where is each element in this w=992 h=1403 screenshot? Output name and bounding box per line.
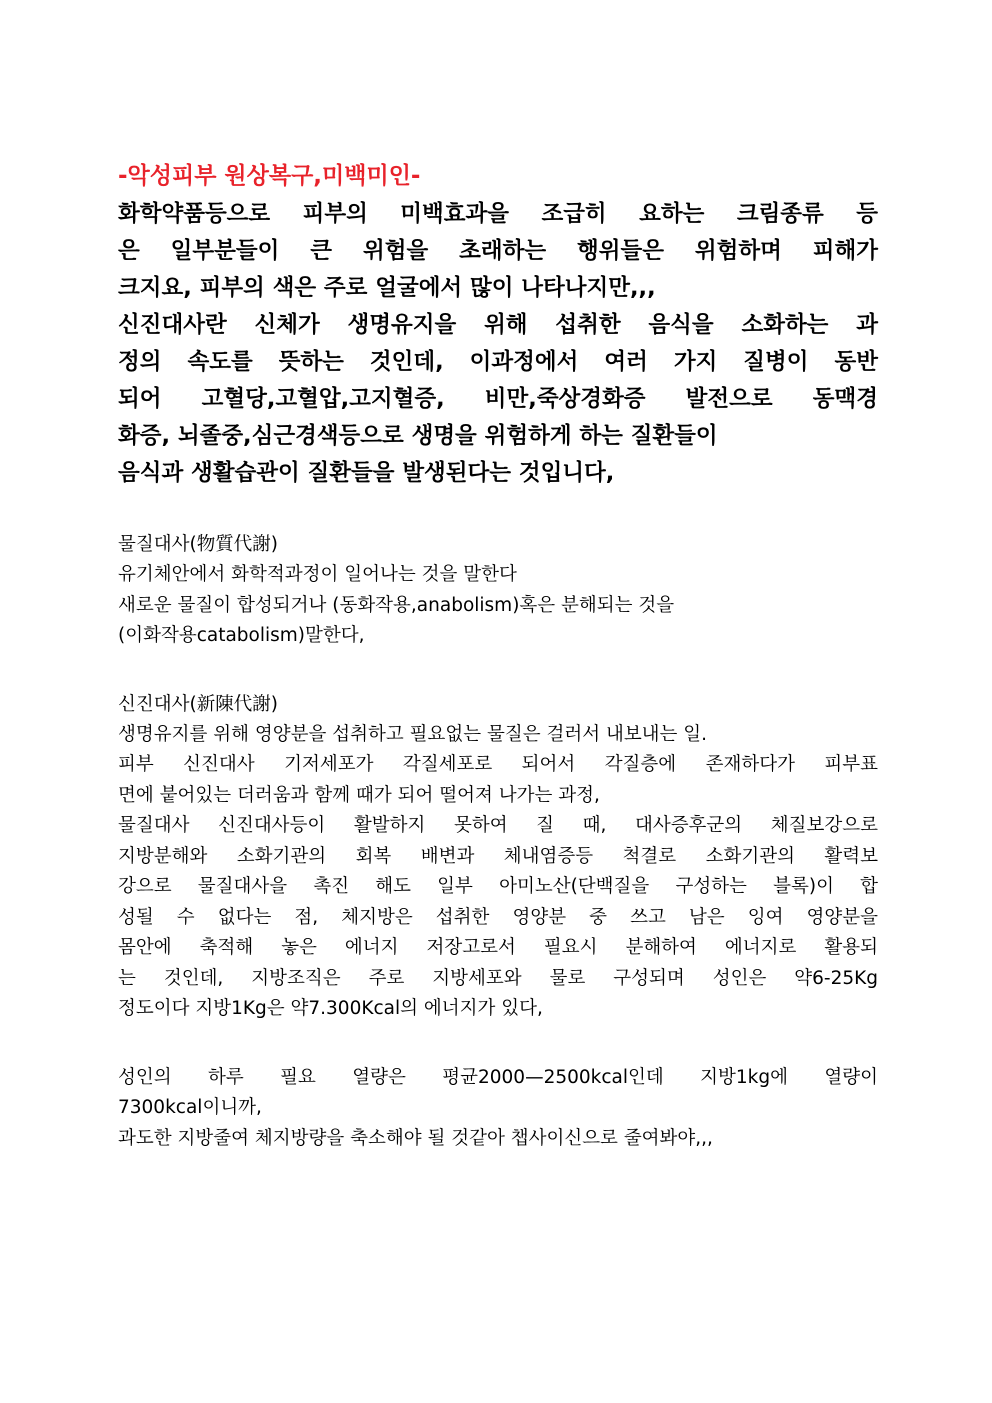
body-line: 7300kcal이니까, bbox=[118, 1097, 262, 1118]
intro-paragraph bbox=[118, 196, 878, 492]
body-line: 강으로 물질대사을 촉진 해도 일부 아미노산(단백질을 구성하는 블록)이 합 bbox=[118, 876, 878, 897]
body-line: 피부 신진대사 기저세포가 각질세포로 되어서 각질층에 존재하다가 피부표 bbox=[118, 754, 878, 775]
body-line: 는 것인데, 지방조직은 주로 지방세포와 물로 구성되며 성인은 약6-25Kg bbox=[118, 967, 878, 989]
intro-line: 화증, 뇌졸중,심근경색등으로 생명을 위험하게 하는 질환들이 bbox=[118, 423, 718, 449]
intro-line: 되어 고혈당,고혈압,고지혈증, 비만,죽상경화증 발전으로 동맥경 bbox=[118, 386, 878, 412]
body-line: 몸안에 축적해 놓은 에너지 저장고로서 필요시 분해하여 에너지로 활용되 bbox=[118, 937, 878, 958]
intro-line: 음식과 생활습관이 질환들을 발생된다는 것입니다, bbox=[118, 460, 615, 486]
section-metabolism bbox=[118, 530, 878, 652]
body-line: 과도한 지방줄여 체지방량을 축소해야 될 것같아 챕사이신으로 줄여봐야,,, bbox=[118, 1127, 713, 1149]
body-line: 지방분해와 소화기관의 회복 배변과 체내염증등 척결로 소화기관의 활력보 bbox=[118, 845, 878, 867]
body-line: 물질대사 신진대사등이 활발하지 못하여 질 때, 대사증후군의 체질보강으로 bbox=[118, 815, 878, 836]
section-heading: 물질대사(物質代謝) bbox=[118, 534, 278, 555]
body-line: 성될 수 없다는 점, 체지방은 섭취한 영양분 중 쓰고 남은 잉여 영양분을 bbox=[118, 906, 878, 928]
section-calories bbox=[118, 1063, 878, 1155]
document-page bbox=[118, 158, 878, 1154]
body-line: 정도이다 지방1Kg은 약7.300Kcal의 에너지가 있다, bbox=[118, 998, 543, 1019]
body-line: (이화작용catabolism)말한다, bbox=[118, 625, 365, 646]
body-line: 성인의 하루 필요 열량은 평균2000—2500kcal인데 지방1kg에 열량이 bbox=[118, 1066, 878, 1088]
intro-line: 은 일부분들이 큰 위험을 초래하는 행위들은 위험하며 피해가 bbox=[118, 238, 878, 264]
section-renewal-metabolism bbox=[118, 690, 878, 1025]
document-title: -악성피부 원상복구,미백미인- bbox=[118, 163, 421, 189]
intro-line: 화학약품등으로 피부의 미백효과을 조급히 요하는 크림종류 등 bbox=[118, 201, 878, 227]
body-line: 생명유지를 위해 영양분을 섭취하고 필요없는 물질은 걸러서 내보내는 일. bbox=[118, 723, 708, 745]
section-heading: 신진대사(新陳代謝) bbox=[118, 693, 278, 715]
intro-line: 정의 속도를 뜻하는 것인데, 이과정에서 여러 가지 질병이 동반 bbox=[118, 349, 878, 375]
body-line: 새로운 물질이 합성되거나 (동화작용,anabolism)혹은 분해되는 것을 bbox=[118, 594, 675, 616]
body-line: 유기체안에서 화학적과정이 일어나는 것을 말한다 bbox=[118, 564, 517, 585]
intro-line: 신진대사란 신체가 생명유지을 위해 섭취한 음식을 소화하는 과 bbox=[118, 312, 878, 338]
intro-line: 크지요, 피부의 색은 주로 얼굴에서 많이 나타나지만,,, bbox=[118, 275, 656, 301]
body-line: 면에 붙어있는 더러움과 함께 때가 되어 떨어져 나가는 과정, bbox=[118, 784, 600, 806]
